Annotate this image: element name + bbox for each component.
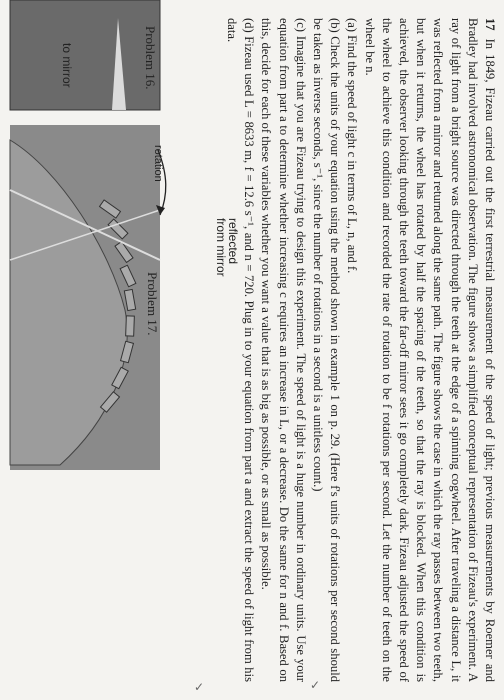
checkmark-d: ✓ <box>194 680 205 694</box>
part-b: (b) Check the units of your equation using the method shown in example 1 on p. 29. (Here f's units of rotations per second should be taken as inverse seconds, s⁻¹, since the number of rotations in a second is a unitless count.) <box>310 18 343 682</box>
part-c: (c) Imagine that you are Fizeau trying to design this experiment. The speed of light is a huge number in ordinary units. Use your equation from part a to determine whether increasing c requires an increase in L, or a decrease. Do the same for n and f. Based on this, decide for each of these variables whether you want a value that is as big as possible, or as small as possible. <box>259 18 308 682</box>
checkmark-a: ✓ <box>310 678 321 692</box>
rotation-label: rotation <box>152 145 164 182</box>
part-d: (d) Fizeau used L = 8633 m, f = 12.6 s⁻¹, and n = 720. Plug in to your equation from part a and extract the speed of light from his data. <box>224 18 257 682</box>
problem-text-area <box>168 0 504 700</box>
problem-number: 17 <box>483 18 497 31</box>
part-a: (a) Find the speed of light c in terms of L, n, and f. <box>345 18 360 274</box>
to-mirror-label: to mirror <box>60 43 74 88</box>
problem-17-label: Problem 17. <box>145 272 160 336</box>
mirror-block <box>10 0 160 110</box>
problem-16-label: Problem 16. <box>143 26 158 90</box>
reflected-label: reflected <box>226 218 240 265</box>
problem-17-text <box>223 18 498 682</box>
problem-intro: In 1849, Fizeau carried out the first terrestrial measurement of the speed of light; previous measurements by Roemer and Bradley had involved astronomical observation. The figure shows a simplified conceptual representation of Fizeau's experiment. A ray of light from a bright source was directed through the teeth at the edge of a spinning cogwheel. After traveling a distance L, it was reflected from a mirror and returned along the same path. The figure shows the case in which the ray passes between two teeth, but when it returns, the wheel has rotated by half the spacing of the teeth, so that the ray is blocked. When this condition is achieved, the observer looking through the teeth toward the far-off mirror sees it go completely dark. Fizeau adjusted the speed of the wheel to achieve this condition and recorded the rate of rotation to be f rotations per second. Let the number of teeth on the wheel be n. <box>362 18 497 682</box>
from-mirror-label: from mirror <box>214 218 228 277</box>
